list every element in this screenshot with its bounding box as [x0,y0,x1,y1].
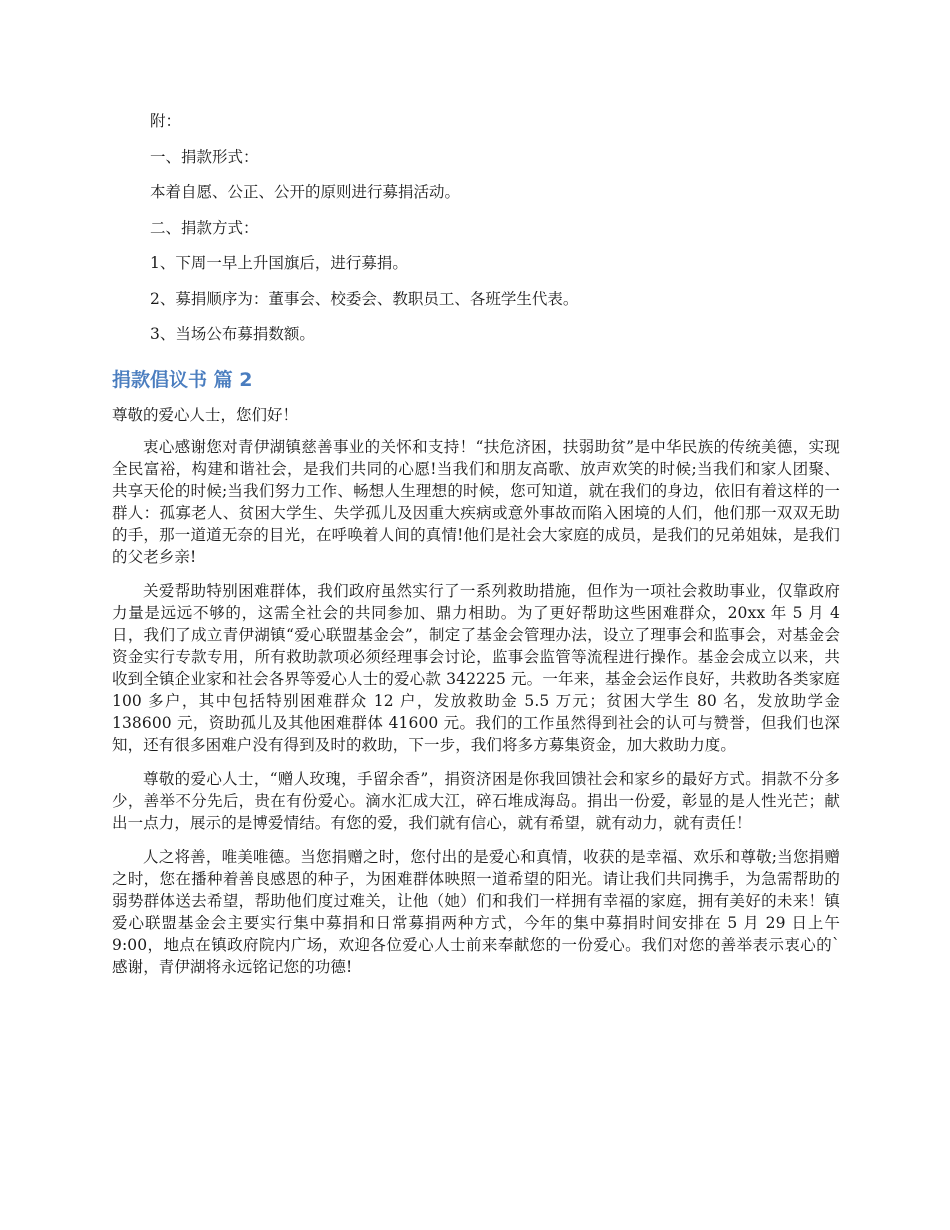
section2-title: 二、捐款方式： [150,218,259,237]
paragraph: 衷心感谢您对青伊湖镇慈善事业的关怀和支持！“扶危济困，扶弱助贫”是中华民族的传统美德，实现全民富裕，构建和谐社会，是我们共同的心愿!当我们和朋友高歌、放声欢笑的时候;当我们和家人团聚、共享天伦的时候;当我们努力工作、畅想人生理想的时候，您可知道，就在我们的身边，依旧有着这样的一群人：孤寡老人、贫困大学生、失学孤儿及因重大疾病或意外事故而陷入困境的人们，他们那一双双无助的手，那一道道无奈的目光，在呼唤着人间的真情!他们是社会大家庭的成员，是我们的兄弟姐妹，是我们的父老乡亲! [112,438,840,566]
greeting: 尊敬的爱心人士，您们好！ [112,406,299,424]
article-body [112,404,840,990]
paragraph: 尊敬的爱心人士，“赠人玫瑰，手留余香”，捐资济困是你我回馈社会和家乡的最好方式。捐款不分多少，善举不分先后，贵在有份爱心。滴水汇成大江，碎石堆成海岛。捐出一份爱，彰显的是人性光芒；献出一点力，展示的是博爱情结。有您的爱，我们就有信心，就有希望，就有动力，就有责任！ [112,770,840,832]
article-heading: 捐款倡议书 篇 2 [112,369,253,391]
paragraph: 人之将善，唯美唯德。当您捐赠之时，您付出的是爱心和真情，收获的是幸福、欢乐和尊敬;当您捐赠之时，您在播种着善良感恩的种子，为困难群体映照一道希望的阳光。请让我们共同携手，为急需帮助的弱势群体送去希望，帮助他们度过难关，让他（她）们和我们一样拥有幸福的家庭，拥有美好的未来！镇爱心联盟基金会主要实行集中募捐和日常募捐两种方式，今年的集中募捐时间安排在 5 月 29 日上午 9:00，地点在镇政府院内广场，欢迎各位爱心人士前来奉献您的一份爱心。我们对您的善举表示衷心的`感谢，青伊湖将永远铭记您的功德! [112,848,840,976]
section1-title: 一、捐款形式： [150,147,259,166]
list-item: 1、下周一早上升国旗后，进行募捐。 [150,254,408,272]
attachment-section [150,110,850,359]
attachment-label: 附： [150,112,182,130]
list-item: 2、募捐顺序为：董事会、校委会、教职员工、各班学生代表。 [150,289,579,308]
paragraph: 关爱帮助特别困难群体，我们政府虽然实行了一系列救助措施，但作为一项社会救助事业，仅靠政府力量是远远不够的，这需全社会的共同参加、鼎力相助。为了更好帮助这些困难群众，20xx 年 5 月 4 日，我们了成立青伊湖镇“爱心联盟基金会”，制定了基金会管理办法，设立了理事会和监事会，对基金会资金实行专款专用，所有救助款项必须经理事会讨论，监事会监管等流程进行操作。基金会成立以来，共收到全镇企业家和社会各界等爱心人士的爱心款 342225 元。一年来，基金会运作良好，共救助各类家庭 100 多户，其中包括特别困难群众 12 户，发放救助金 5.5 万元；贫困大学生 80 名，发放助学金 138600 元，资助孤儿及其他困难群体 41600 元。我们的工作虽然得到社会的认可与赞誉，但我们也深知，还有很多困难户没有得到及时的救助，下一步，我们将多方募集资金，加大救助力度。 [112,582,840,754]
section1-text: 本着自愿、公正、公开的原则进行募捐活动。 [150,183,461,201]
list-item: 3、当场公布募捐数额。 [150,325,315,343]
